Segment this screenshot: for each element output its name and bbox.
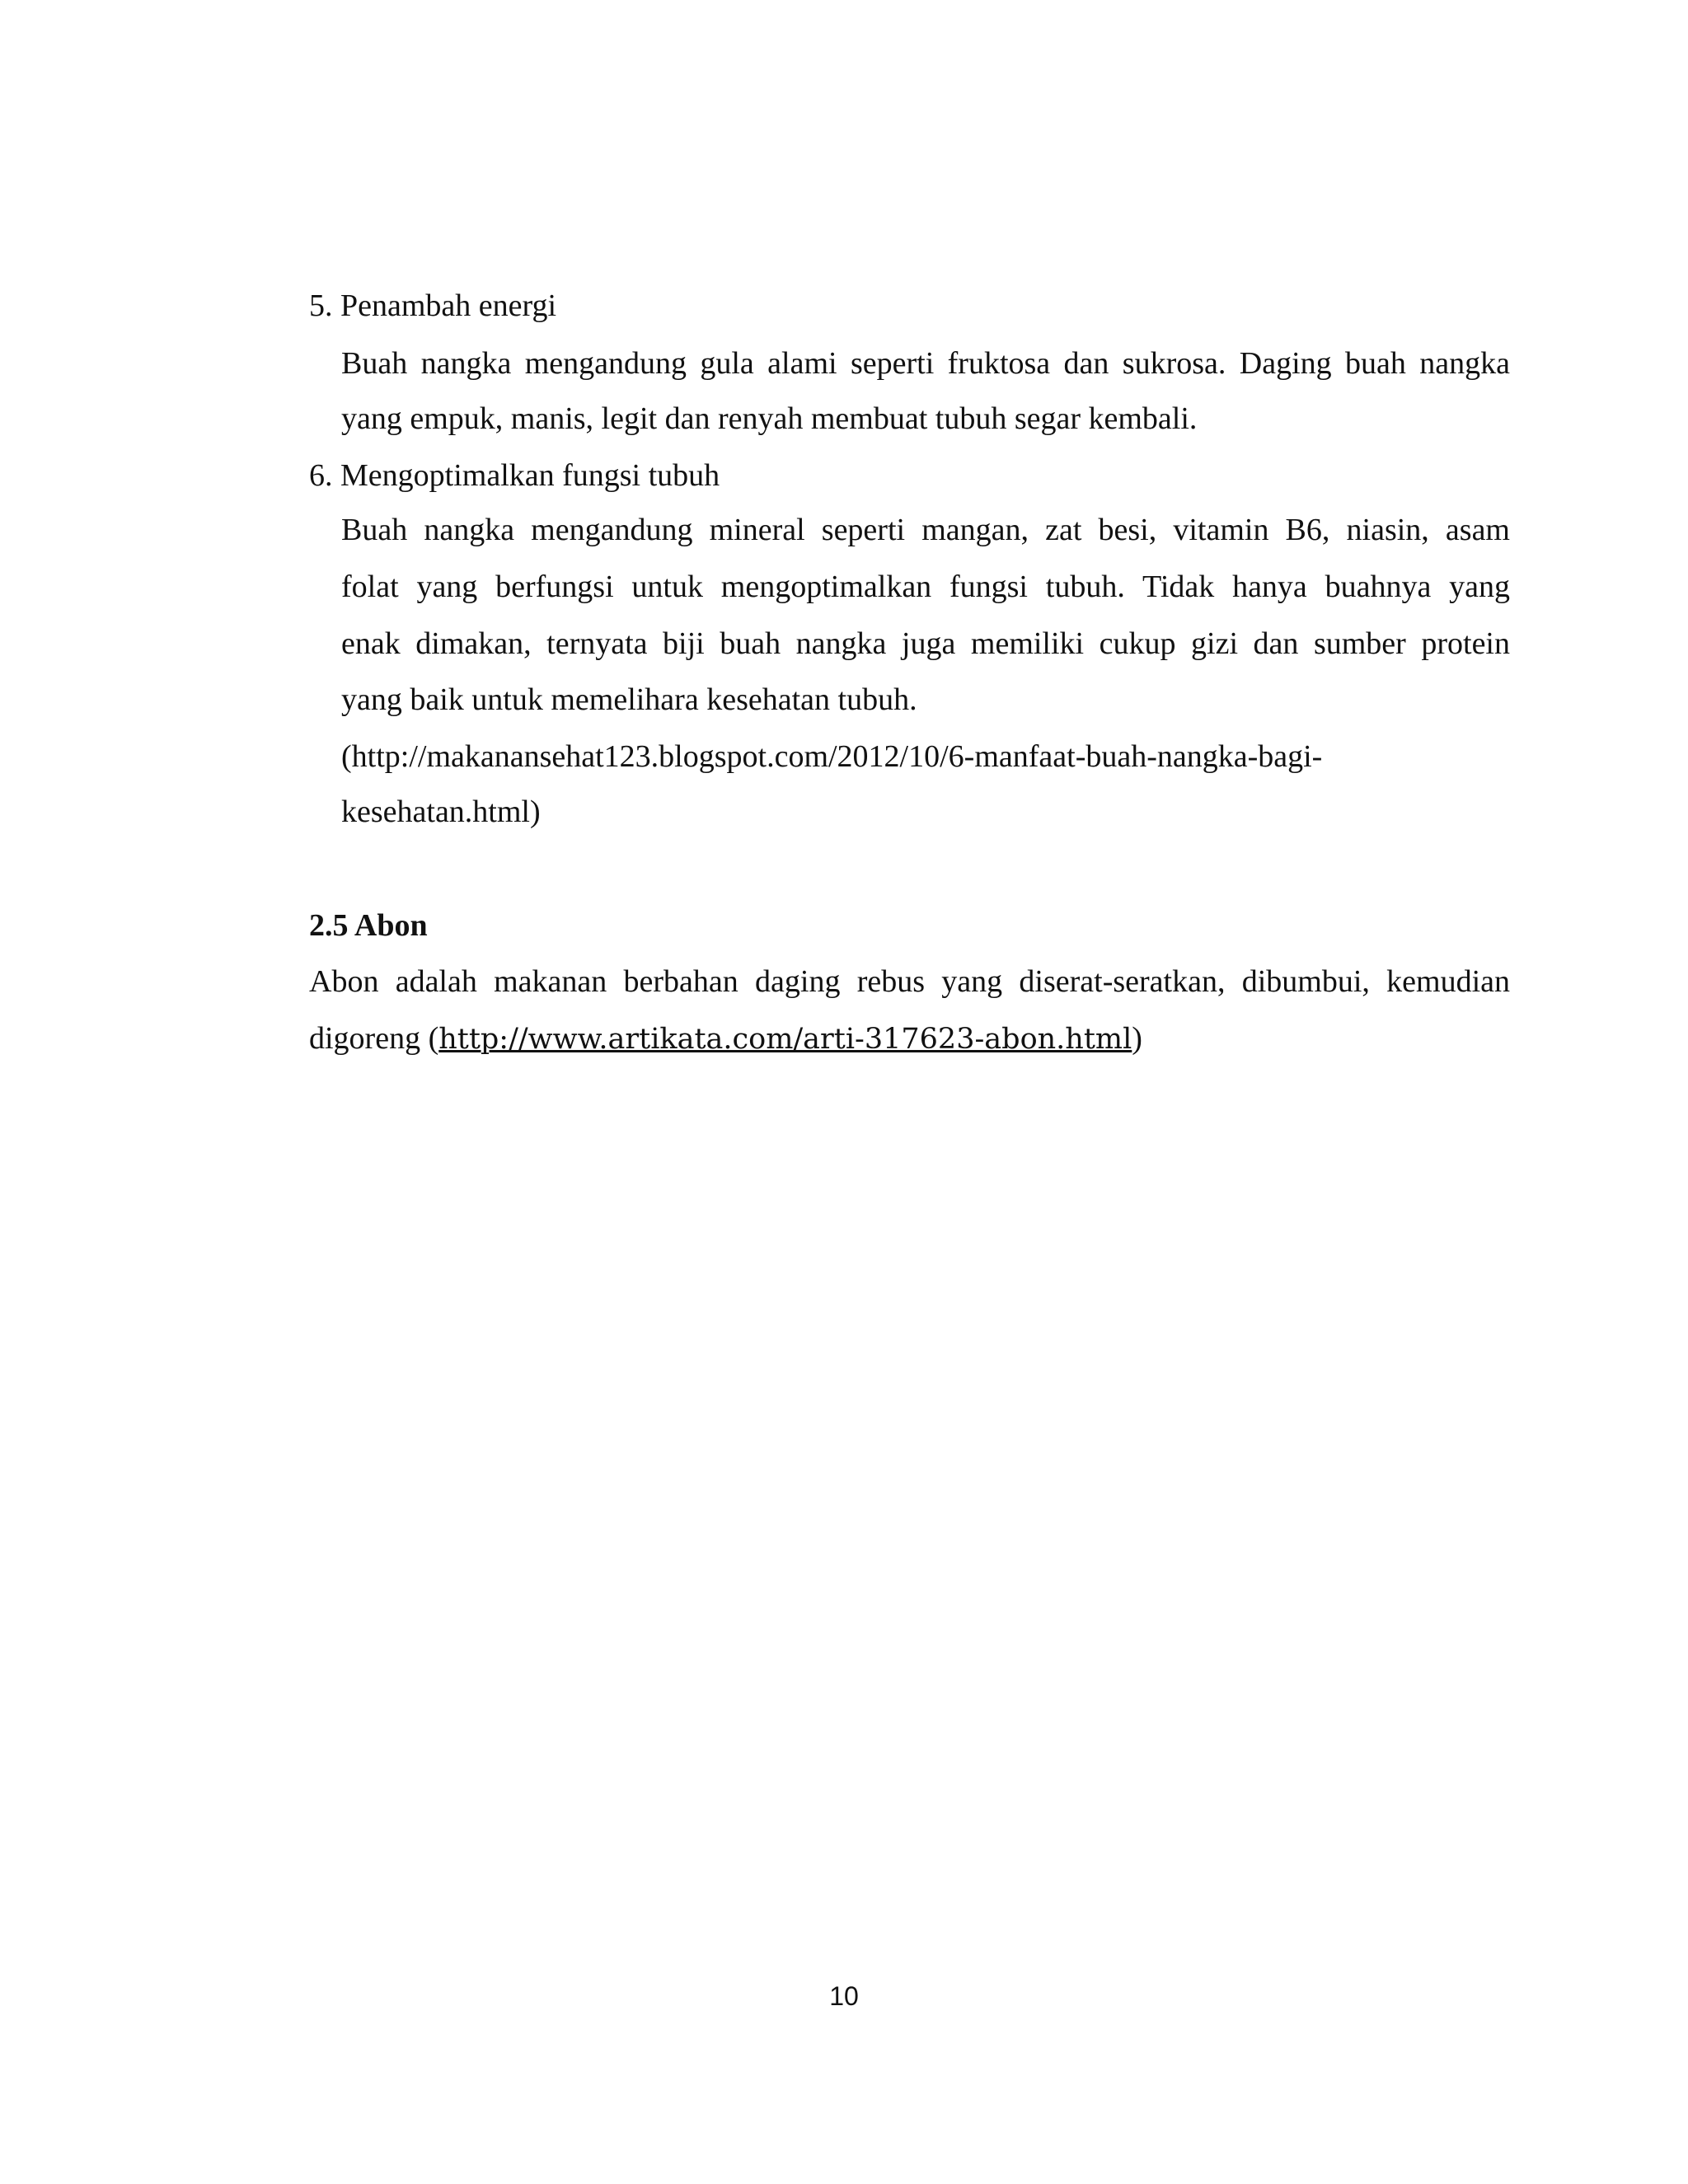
section-paragraph-line-1: Abon adalah makanan berbahan daging rebus yang diserat-seratkan, dibumbui, kemudian xyxy=(309,964,1510,999)
item-6-source-url: (http://makanansehat123.blogspot.com/2012/10/6-manfaat-buah-nangka-bagi- xyxy=(341,739,1323,774)
section-heading: 2.5 Abon xyxy=(309,908,428,943)
page-number: 10 xyxy=(829,1981,859,2011)
item-6-line-3: enak dimakan, ternyata biji buah nangka juga memiliki cukup gizi dan sumber protein xyxy=(341,626,1510,661)
item-5-line-2: yang empuk, manis, legit dan renyah membuat tubuh segar kembali. xyxy=(341,401,1198,436)
item-6-line-1: Buah nangka mengandung mineral seperti mangan, zat besi, vitamin B6, niasin, asam xyxy=(341,513,1510,547)
line-2-suffix: ) xyxy=(1132,1021,1142,1056)
abon-source-link[interactable]: http://www.artikata.com/arti-317623-abon.html xyxy=(438,1023,1132,1056)
item-5-label: 5. Penambah energi xyxy=(309,288,557,323)
item-6-label: 6. Mengoptimalkan fungsi tubuh xyxy=(309,458,720,493)
item-6-source-url-end: kesehatan.html) xyxy=(341,794,541,829)
section-paragraph-line-2 xyxy=(309,1019,1142,1058)
item-5-line-1: Buah nangka mengandung gula alami seperti fruktosa dan sukrosa. Daging buah nangka xyxy=(341,346,1510,381)
item-6-line-2: folat yang berfungsi untuk mengoptimalkan fungsi tubuh. Tidak hanya buahnya yang xyxy=(341,569,1510,604)
line-2-prefix: digoreng ( xyxy=(309,1021,439,1056)
item-6-line-4: yang baik untuk memelihara kesehatan tubuh. xyxy=(341,682,917,717)
